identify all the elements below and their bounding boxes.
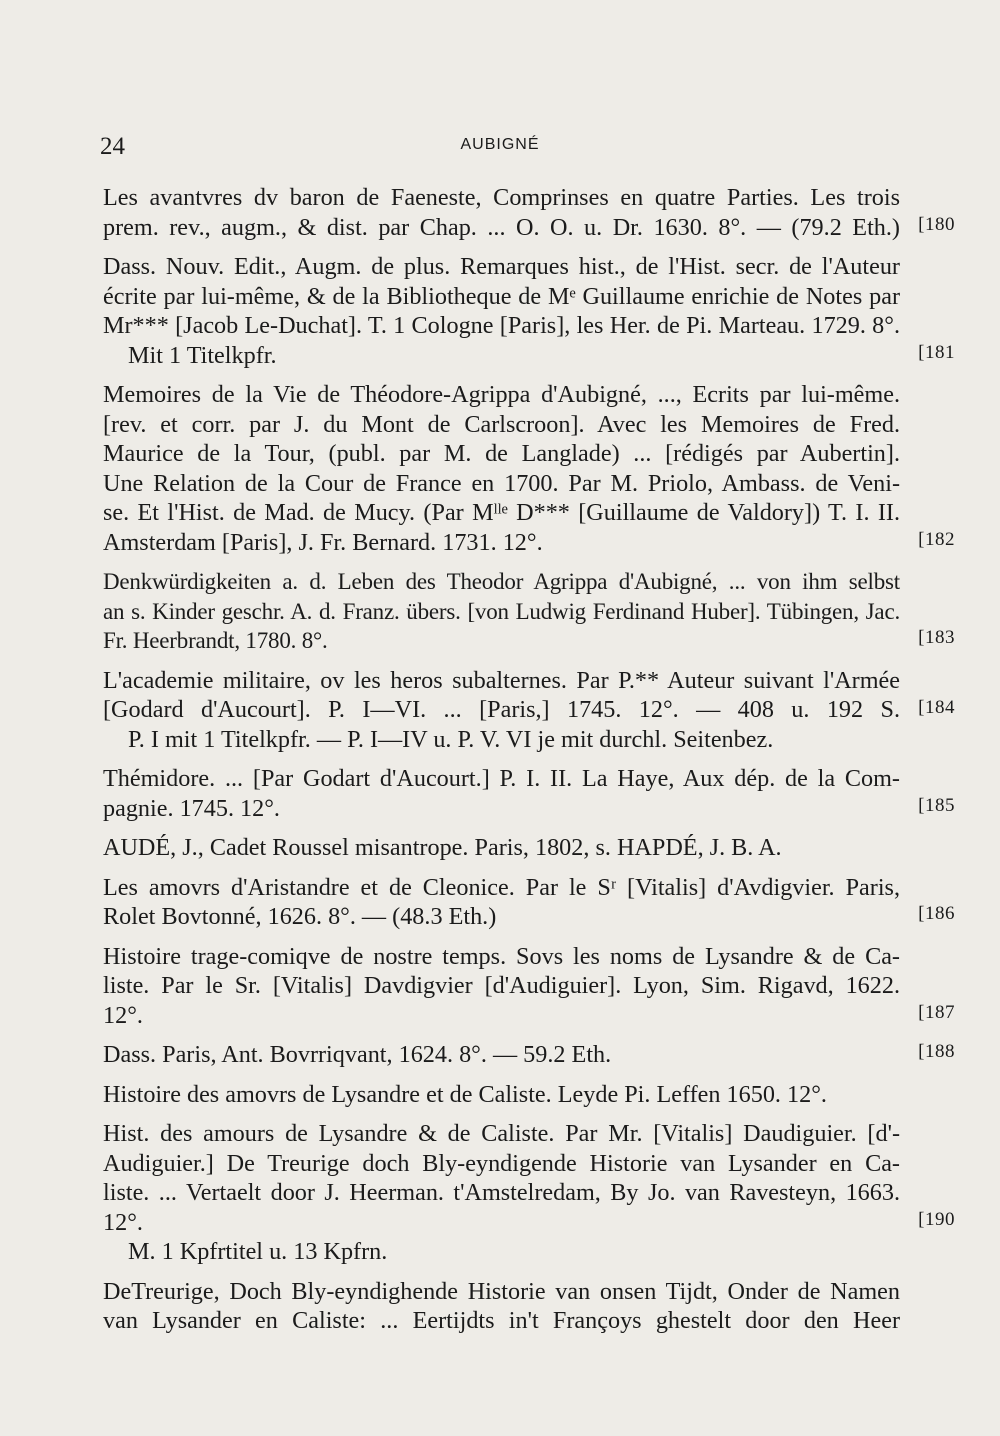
entry-number: [187 [918, 1001, 955, 1023]
entry-180 [103, 183, 955, 242]
entry-line: écrite par lui-même, & de la Bibliotheque de Mᵉ Guillaume enrichie de Notes par [103, 282, 900, 310]
entry-line: se. Et l'Hist. de Mad. de Mucy. (Par Mˡˡᵉ D*** [Guillaume de Valdory]) T. I. II. [103, 499, 900, 526]
entry-line: an s. Kinder geschr. A. d. Franz. übers. [von Ludwig Ferdinand Huber]. Tübingen, Jac. [103, 598, 900, 624]
entry-line: Les amovrs d'Aristandre et de Cleonice. Par le Sʳ [Vitalis] d'Avdigvier. Paris, [103, 873, 900, 901]
page-number: 24 [100, 133, 125, 160]
entry-number: [186 [918, 903, 955, 924]
entry-line: Mr*** [Jacob Le-Duchat]. T. 1 Cologne [Paris], les Her. de Pi. Marteau. 1729. 8°. [103, 312, 900, 339]
entry-line: 12°. [103, 1001, 143, 1029]
entry-line: Une Relation de la Cour de France en 1700. Par M. Priolo, Ambass. de Veni- [103, 469, 900, 497]
entry-line: 12°. [103, 1208, 143, 1236]
entry-188 [103, 1040, 955, 1070]
entry-number: [182 [918, 528, 955, 550]
entry-183 [103, 567, 955, 656]
entry-number: [188 [918, 1041, 955, 1062]
entry-line: Rolet Bovtonné, 1626. 8°. — (48.3 Eth.) [103, 903, 497, 930]
entry-line: liste. Par le Sr. [Vitalis] Davdigvier [d'Audiguier]. Lyon, Sim. Rigavd, 1622. [103, 972, 900, 999]
entry-line: Memoires de la Vie de Théodore-Agrippa d'Aubigné, ..., Ecrits par lui-même. [103, 381, 900, 408]
entry-number: [185 [918, 794, 955, 816]
entry-line: M. 1 Kpfrtitel u. 13 Kpfrn. [128, 1238, 388, 1265]
entry-182 [103, 380, 955, 557]
entry-number: [181 [918, 341, 955, 363]
entry-line: Denkwürdigkeiten a. d. Leben des Theodor Agrippa d'Aubigné, ... von ihm selbst [103, 569, 900, 594]
entry-189 [103, 1080, 950, 1110]
entry-line: Amsterdam [Paris], J. Fr. Bernard. 1731. 12°. [103, 528, 543, 556]
entry-line: Dass. Paris, Ant. Bovrriqvant, 1624. 8°. — 59.2 Eth. [103, 1041, 612, 1068]
entry-line: [rev. et corr. par J. du Mont de Carlscroon]. Avec les Memoires de Fred. [103, 410, 900, 438]
entry-line: liste. ... Vertaelt door J. Heerman. t'Amstelredam, By Jo. van Ravesteyn, 1663. [103, 1179, 900, 1206]
entry-187 [103, 942, 955, 1031]
entry-line: Audiguier.] De Treurige doch Bly-eyndigende Historie van Lysander en Ca- [103, 1149, 900, 1177]
entry-line: DeTreurige, Doch Bly-eyndighende Historie van onsen Tijdt, Onder de Namen [103, 1277, 900, 1305]
entry-treurige [103, 1277, 950, 1336]
entry-line: Maurice de la Tour, (publ. par M. de Langlade) ... [rédigés par Aubertin]. [103, 440, 900, 467]
entry-number: [180 [918, 213, 955, 235]
running-head: AUBIGNÉ [460, 136, 540, 153]
page-header [0, 133, 1000, 163]
entry-line: Dass. Nouv. Edit., Augm. de plus. Remarques hist., de l'Hist. secr. de l'Auteur [103, 253, 900, 280]
entry-number: [184 [918, 696, 955, 718]
entry-184 [103, 666, 955, 755]
entry-line: Mit 1 Titelkpfr. [128, 341, 277, 369]
entry-line: Histoire des amovrs de Lysandre et de Caliste. Leyde Pi. Leffen 1650. 12°. [103, 1080, 827, 1108]
entry-line: Thémidore. ... [Par Godart d'Aucourt.] P. I. II. La Haye, Aux dép. de la Com- [103, 765, 900, 792]
entry-line: Hist. des amours de Lysandre & de Caliste. Par Mr. [Vitalis] Daudiguier. [d'- [103, 1120, 900, 1147]
entry-185 [103, 764, 955, 823]
entry-line: Fr. Heerbrandt, 1780. 8°. [103, 628, 328, 653]
entry-line: prem. rev., augm., & dist. par Chap. ... O. O. u. Dr. 1630. 8°. — (79.2 Eth.) [103, 213, 900, 241]
entry-line: Histoire trage-comiqve de nostre temps. Sovs les noms de Lysandre & de Ca- [103, 942, 900, 970]
entry-line: L'academie militaire, ov les heros subalternes. Par P.** Auteur suivant l'Armée [103, 666, 900, 694]
bibliography-entries [103, 183, 955, 1346]
entry-number: [183 [918, 627, 955, 648]
entry-181 [103, 252, 955, 370]
entry-number: [190 [918, 1209, 955, 1230]
entry-line: Les avantvres dv baron de Faeneste, Comprinses en quatre Parties. Les trois [103, 184, 900, 211]
entry-line: AUDÉ, J., Cadet Roussel misantrope. Paris, 1802, s. HAPDÉ, J. B. A. [103, 834, 782, 861]
entry-190 [103, 1119, 955, 1267]
entry-aude [103, 833, 950, 863]
entry-line: [Godard d'Aucourt]. P. I—VI. ... [Paris,] 1745. 12°. — 408 u. 192 S. [103, 696, 900, 723]
entry-186 [103, 873, 955, 932]
entry-line: P. I mit 1 Titelkpfr. — P. I—IV u. P. V. VI je mit durchl. Seitenbez. [128, 725, 774, 753]
entry-line: van Lysander en Caliste: ... Eertijdts in't Françoys ghestelt door den Heer [103, 1307, 900, 1334]
entry-line: pagnie. 1745. 12°. [103, 794, 280, 822]
